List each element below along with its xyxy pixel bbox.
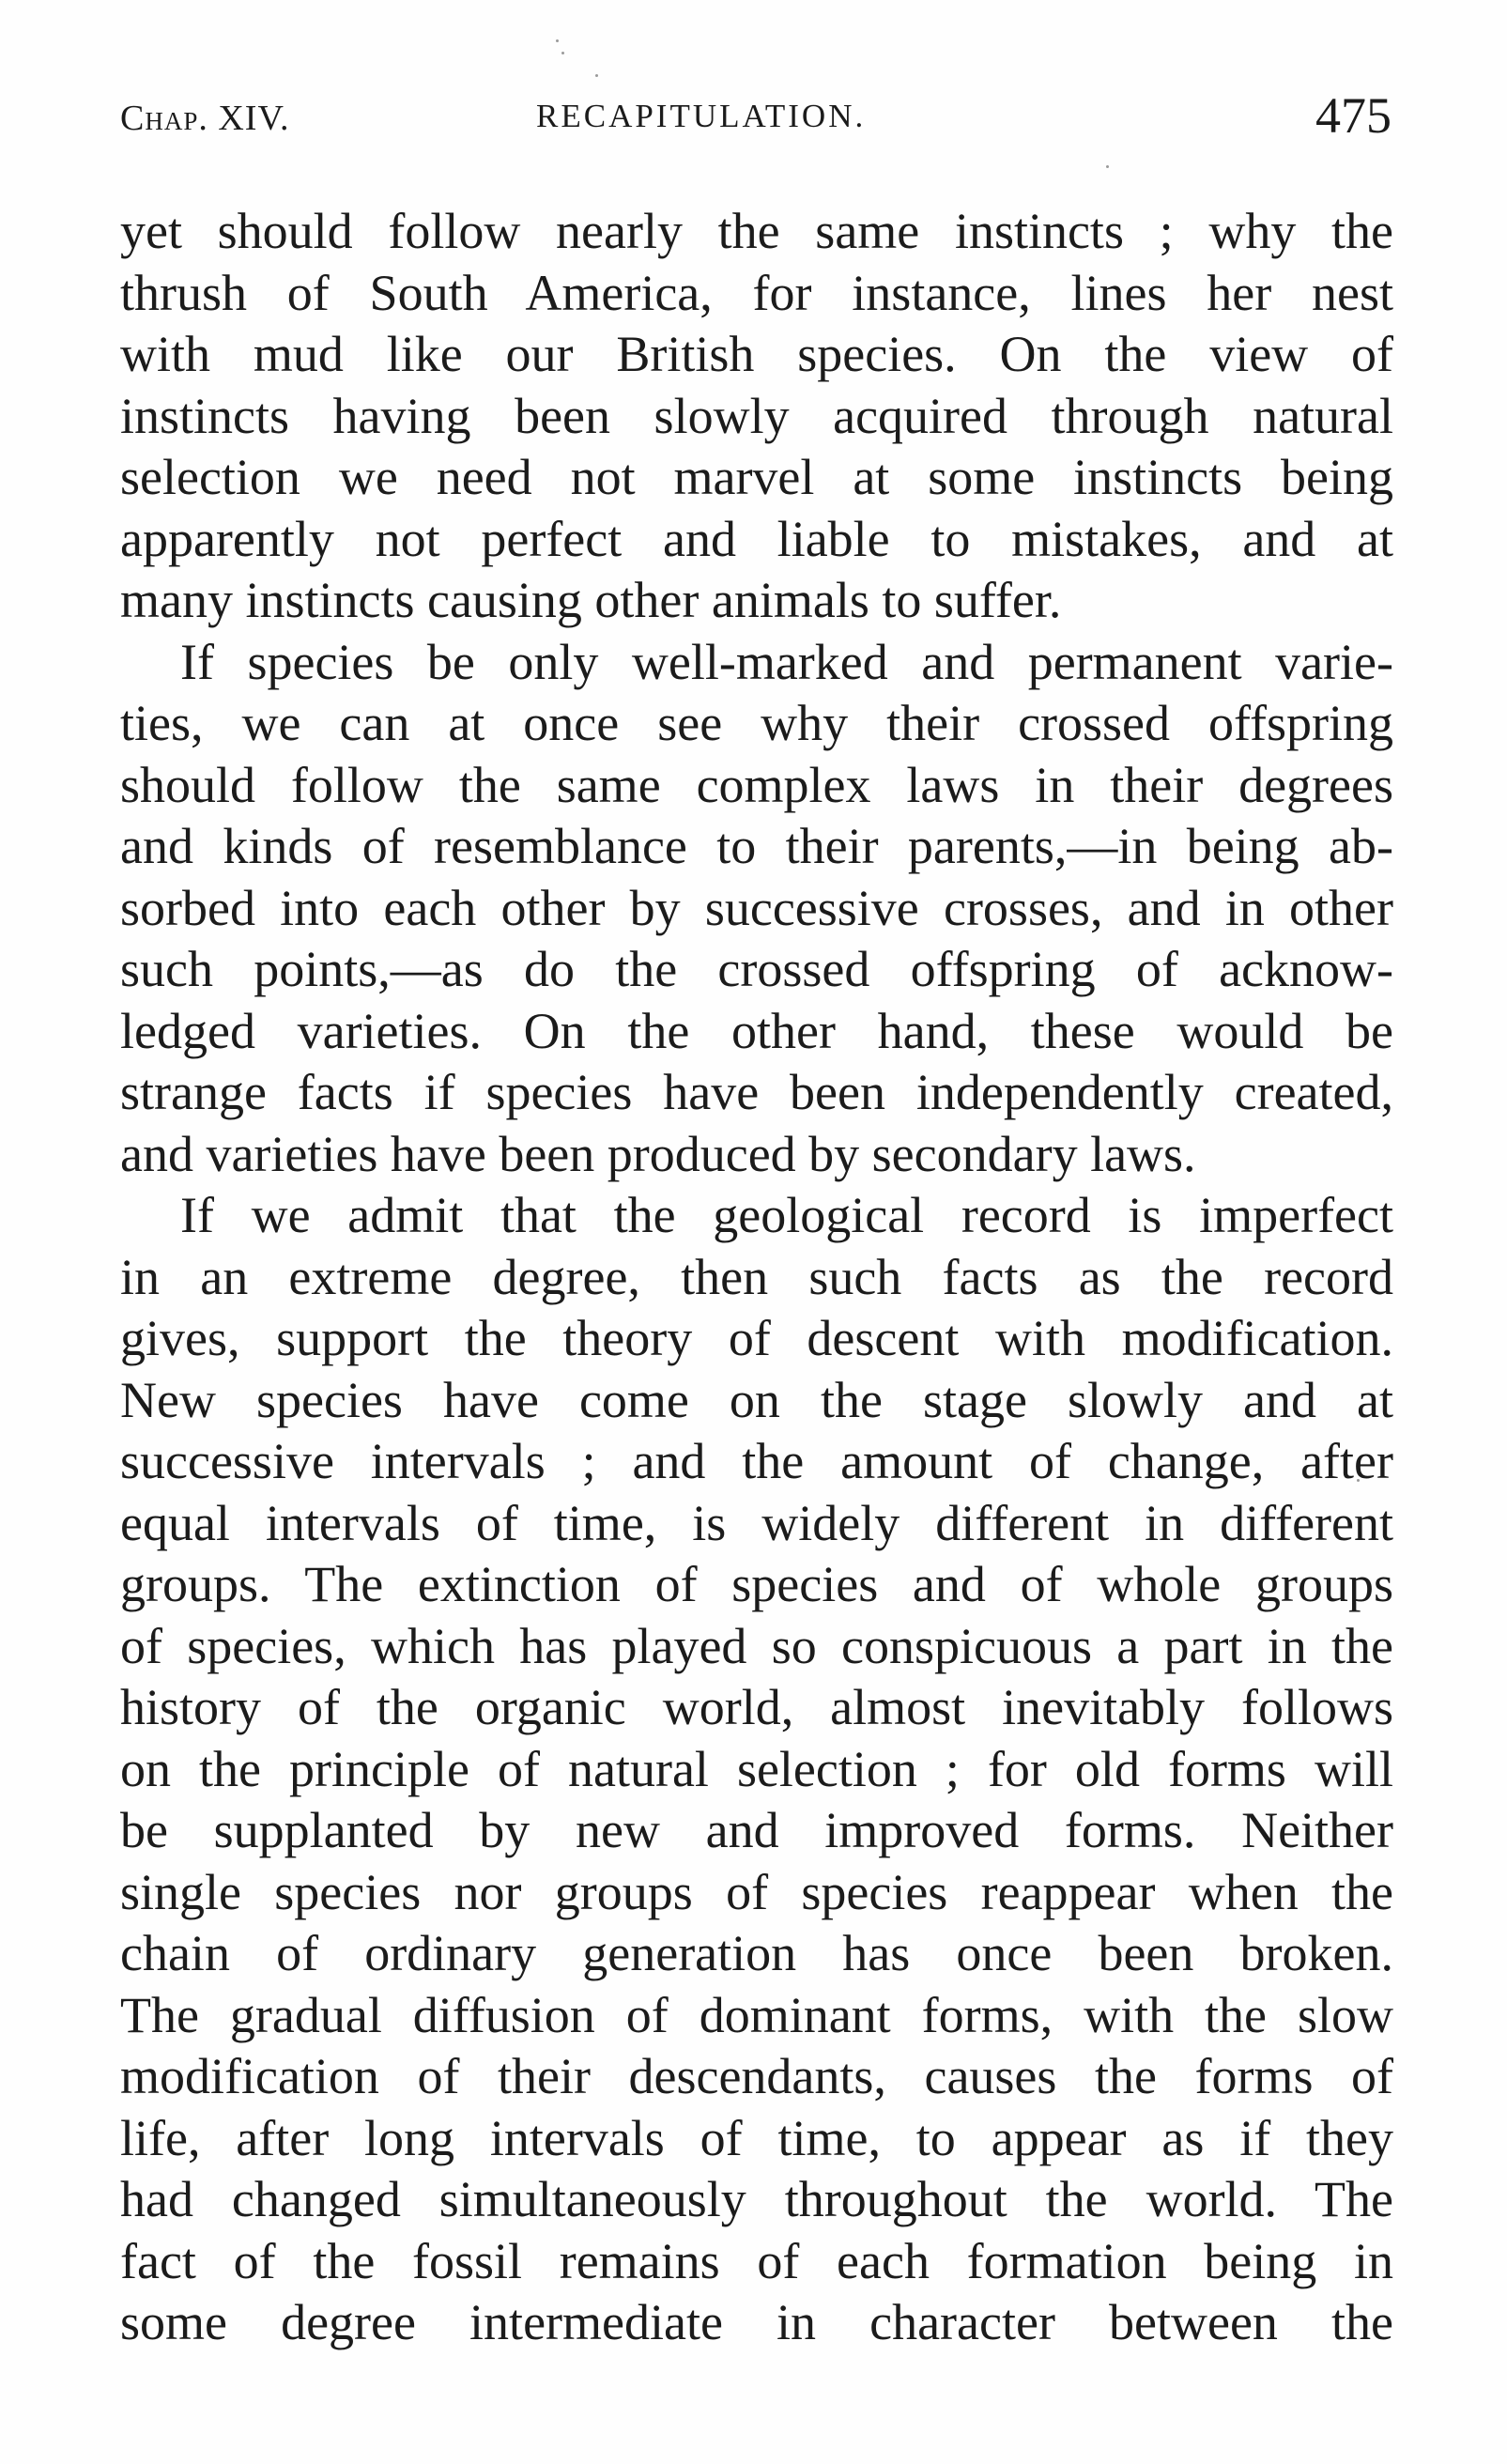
text-line: many instincts causing other animals to suffer. [120, 572, 1062, 628]
text-line: should follow the same complex laws in their degrees [120, 756, 1393, 813]
text-line: in an extreme degree, then such facts as the record [120, 1248, 1393, 1305]
text-line: life, after long intervals of time, to appear as if they [120, 2109, 1393, 2166]
text-line: apparently not perfect and liable to mistakes, and at [120, 510, 1393, 567]
paragraph-crossed-offspring [120, 632, 1393, 1186]
text-line: The gradual diffusion of dominant forms, with the slow [120, 1986, 1393, 2043]
page-number: 475 [1315, 87, 1392, 144]
paper-speck [556, 39, 559, 42]
text-line: If we admit that the geological record is imperfect [180, 1187, 1393, 1243]
text-line: single species nor groups of species reappear when the [120, 1863, 1393, 1920]
paper-speck [1106, 165, 1109, 168]
text-line: of species, which has played so conspicuous a part in the [120, 1617, 1393, 1674]
text-line: successive intervals ; and the amount of change, after [120, 1433, 1393, 1489]
text-line: ledged varieties. On the other hand, these would be [120, 1002, 1393, 1059]
text-line: modification of their descendants, causes the forms of [120, 2048, 1393, 2104]
running-title: RECAPITULATION. [536, 98, 867, 134]
paper-speck [595, 74, 598, 77]
text-line: chain of ordinary generation has once been broken. [120, 1925, 1393, 1981]
text-line: yet should follow nearly the same instincts ; why the [120, 203, 1393, 259]
text-line: equal intervals of time, is widely different in different [120, 1494, 1393, 1551]
text-line: and varieties have been produced by secondary laws. [120, 1125, 1196, 1182]
text-line: ties, we can at once see why their crossed offspring [120, 695, 1393, 751]
text-line: strange facts if species have been independently created, [120, 1064, 1393, 1120]
text-line: be supplanted by new and improved forms. Neither [120, 1802, 1393, 1858]
text-line: New species have come on the stage slowly and at [120, 1371, 1393, 1428]
running-head [120, 86, 1392, 152]
text-line: and kinds of resemblance to their parents,—in being ab- [120, 818, 1393, 874]
text-line: gives, support the theory of descent with modification. [120, 1310, 1393, 1366]
text-line: some degree intermediate in character between the [120, 2294, 1393, 2350]
text-line: such points,—as do the crossed offspring of acknow- [120, 941, 1393, 997]
text-line: groups. The extinction of species and of whole groups [120, 1556, 1393, 1612]
text-line: on the principle of natural selection ; for old forms will [120, 1740, 1393, 1797]
text-line: thrush of South America, for instance, lines her nest [120, 264, 1393, 321]
text-line: sorbed into each other by successive crosses, and in other [120, 879, 1393, 936]
text-line: selection we need not marvel at some instincts being [120, 449, 1393, 505]
text-line: fact of the fossil remains of each formation being in [120, 2232, 1393, 2289]
text-line: had changed simultaneously throughout the world. The [120, 2171, 1393, 2227]
text-line: history of the organic world, almost inevitably follows [120, 1679, 1393, 1735]
paragraph-instincts [120, 201, 1393, 632]
text-line: instincts having been slowly acquired through natural [120, 387, 1393, 444]
body-text [120, 201, 1393, 2354]
chapter-reference: Chap. XIV. [120, 99, 290, 138]
paragraph-geological-record [120, 1185, 1393, 2354]
text-line: with mud like our British species. On the view of [120, 326, 1393, 382]
paper-speck [561, 52, 564, 54]
text-line: If species be only well-marked and permanent varie- [180, 633, 1393, 690]
